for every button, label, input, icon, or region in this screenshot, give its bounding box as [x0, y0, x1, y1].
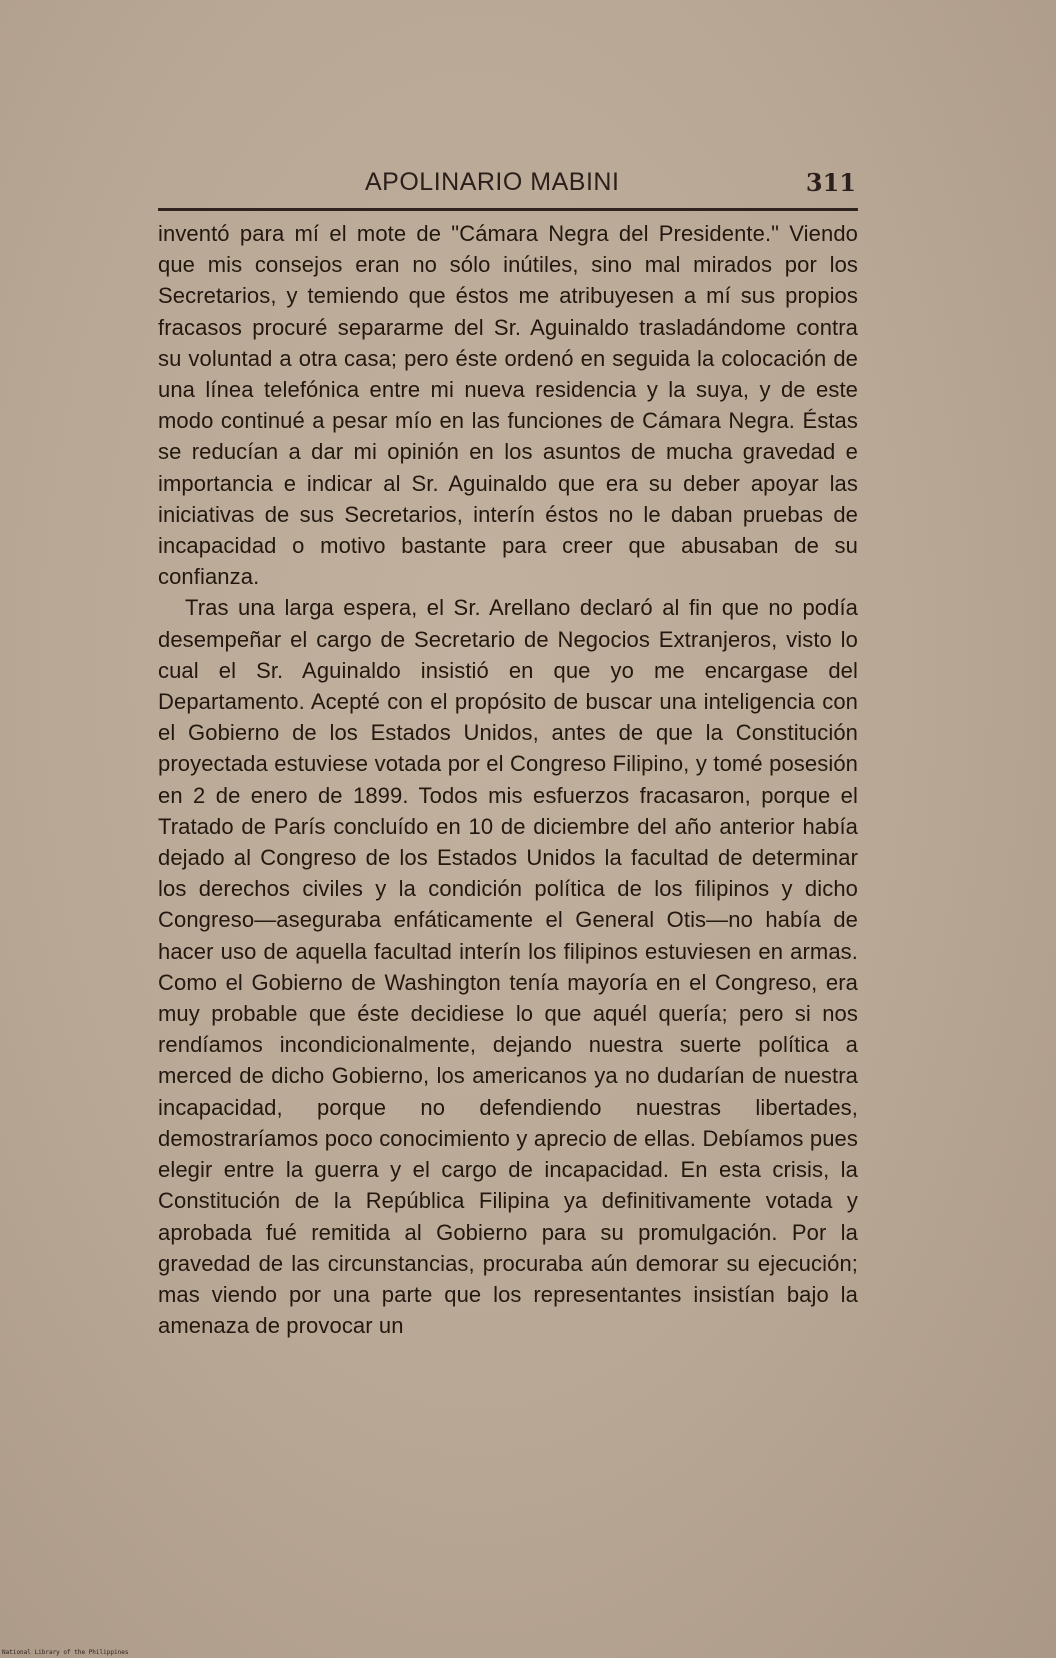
- body-text: [158, 218, 858, 1341]
- header-rule: [158, 208, 858, 211]
- library-credit: National Library of the Philippines: [2, 1649, 129, 1656]
- page-number: 311: [805, 168, 856, 197]
- paragraph: Tras una larga espera, el Sr. Arellano declaró al fin que no podía desempeñar el cargo de Secretario de Negocios Extranjeros, visto lo cual el Sr. Aguinaldo insistió en que yo me encargase del Departamento. Acepté con el propósito de buscar una inteligencia con el Gobierno de los Estados Unidos, antes de que la Constitución proyectada estuviese votada por el Congreso Filipino, y tomé posesión en 2 de enero de 1899. Todos mis esfuerzos fracasaron, porque el Tratado de París concluído en 10 de diciembre del año anterior había dejado al Congreso de los Estados Unidos la facultad de determinar los derechos civiles y la condición política de los filipinos y dicho Congreso—aseguraba enfáticamente el General Otis—no había de hacer uso de aquella facultad interín los filipinos estuviesen en armas. Como el Gobierno de Washington tenía mayoría en el Congreso, era muy probable que éste decidiese lo que aquél quería; pero si nos rendíamos incondicionalmente, dejando nuestra suerte política a merced de dicho Gobierno, los americanos ya no dudarían de nuestra incapacidad, porque no defendiendo nuestras libertades, demostraríamos poco conocimiento y aprecio de ellas. Debíamos pues elegir entre la guerra y el cargo de incapacidad. En esta crisis, la Constitución de la República Filipina ya definitivamente votada y aprobada fué remitida al Gobierno para su promulgación. Por la gravedad de las circunstancias, procuraba aún demorar su ejecución; mas viendo por una parte que los representantes insistían bajo la amenaza de provocar un: [158, 595, 858, 1339]
- page-header: [160, 168, 860, 204]
- paragraph-continuation: inventó para mí el mote de "Cámara Negra del Presidente." Viendo que mis consejos eran no sólo inútiles, sino mal mirados por los Secretarios, y temiendo que éstos me atribuyesen a mí sus propios fracasos procuré separarme del Sr. Aguinaldo trasladándome contra su voluntad a otra casa; pero éste ordenó en seguida la colocación de una línea telefónica entre mi nueva residencia y la suya, y de este modo continué a pesar mío en las funciones de Cámara Negra. Éstas se reducían a dar mi opinión en los asuntos de mucha gravedad e importancia e indicar al Sr. Aguinaldo que era su deber apoyar las iniciativas de sus Secretarios, interín éstos no le daban pruebas de incapacidad o motivo bastante para creer que abusaban de su confianza.: [158, 221, 858, 590]
- running-title: APOLINARIO MABINI: [365, 168, 620, 196]
